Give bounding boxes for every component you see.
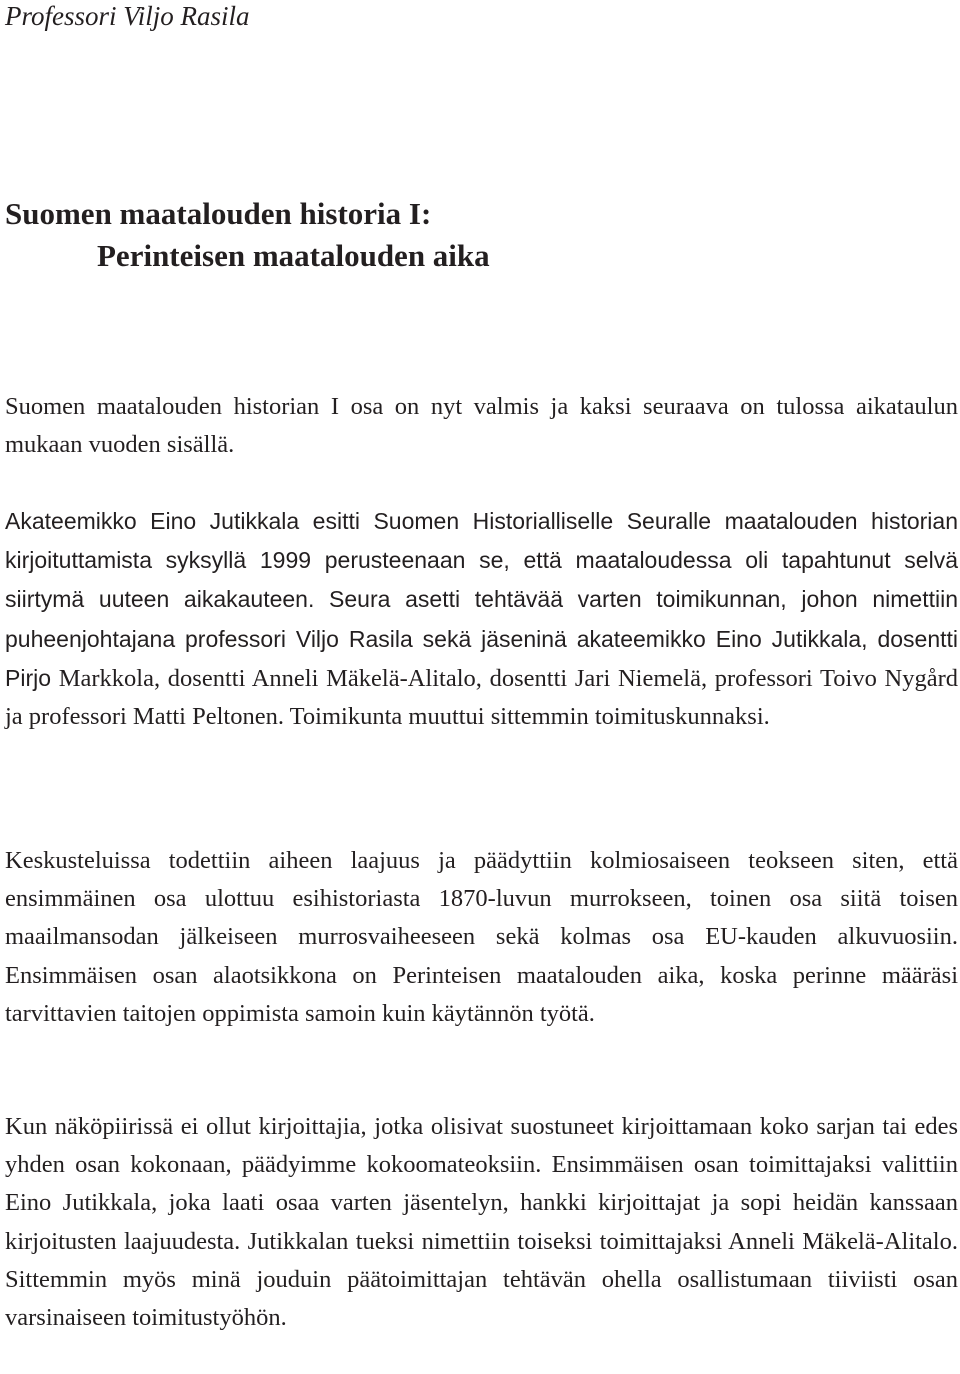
article-title-line-2: Perinteisen maatalouden aika [97, 238, 490, 273]
paragraph-discussions: Keskusteluissa todettiin aiheen laajuus ja päädyttiin kolmiosaiseen teokseen siten, että ensimmäinen osa ulottuu esihistoriasta 1870-luvun murrokseen, toinen osa siitä toisen maailmansodan jälkeiseen murrosvaiheeseen sekä kolmas osa EU-kauden alkuvuosiin. Ensimmäisen osan alaotsikkona on Perinteisen maatalouden aika, koska perinne määräsi tarvittavien taitojen oppimista samoin kuin käytännön työtä. [5, 847, 958, 1027]
paragraph-editors: Kun näköpiirissä ei ollut kirjoittajia, jotka olisivat suostuneet kirjoittamaan koko sarjan tai edes yhden osan kokonaan, päädyimme kokoomateoksiin. Ensimmäisen osan toimittajaksi valittiin Eino Jutikkala, joka laati osaa varten jäsentelyn, hankki kirjoittajat ja sopi heidän kanssaan kirjoitusten laajuudesta. Jutikkalan tueksi nimettiin toiseksi toimittajaksi Anneli Mäkelä-Alitalo. Sittemmin myös minä jouduin päätoimittajan tehtävän ohella osallistumaan tiiviisti osan varsinaiseen toimitustyöhön. [5, 1113, 958, 1332]
paragraph-committee-serif-part: Markkola, dosentti Anneli Mäkelä-Alitalo, dosentti Jari Niemelä, professori Toivo Nygård ja professori Matti Peltonen. Toimikunta muuttui sittemmin toimituskunnaksi. [5, 664, 958, 731]
paragraph-committee-sans-part: Akateemikko Eino Jutikkala esitti Suomen Historialliselle Seuralle maatalouden historian kirjoituttamista syksyllä 1999 perusteenaan se, että maataloudessa oli tapahtunut selvä siirtymä uuteen aikakauteen. Seura asetti tehtävää varten toimikunnan, johon nimettiin puheenjohtajana professori Viljo Rasila sekä jäseninä akateemikko Eino Jutikkala, dosentti Pirjo [5, 508, 958, 691]
article-title [5, 193, 955, 277]
paragraph-intro: Suomen maatalouden historian I osa on nyt valmis ja kaksi seuraava on tulossa aikataulun mukaan vuoden sisällä. [5, 393, 958, 459]
running-header: Professori Viljo Rasila [5, 1, 250, 31]
paragraph-committee [5, 502, 958, 736]
article-title-line-1: Suomen maatalouden historia I: [5, 196, 432, 231]
